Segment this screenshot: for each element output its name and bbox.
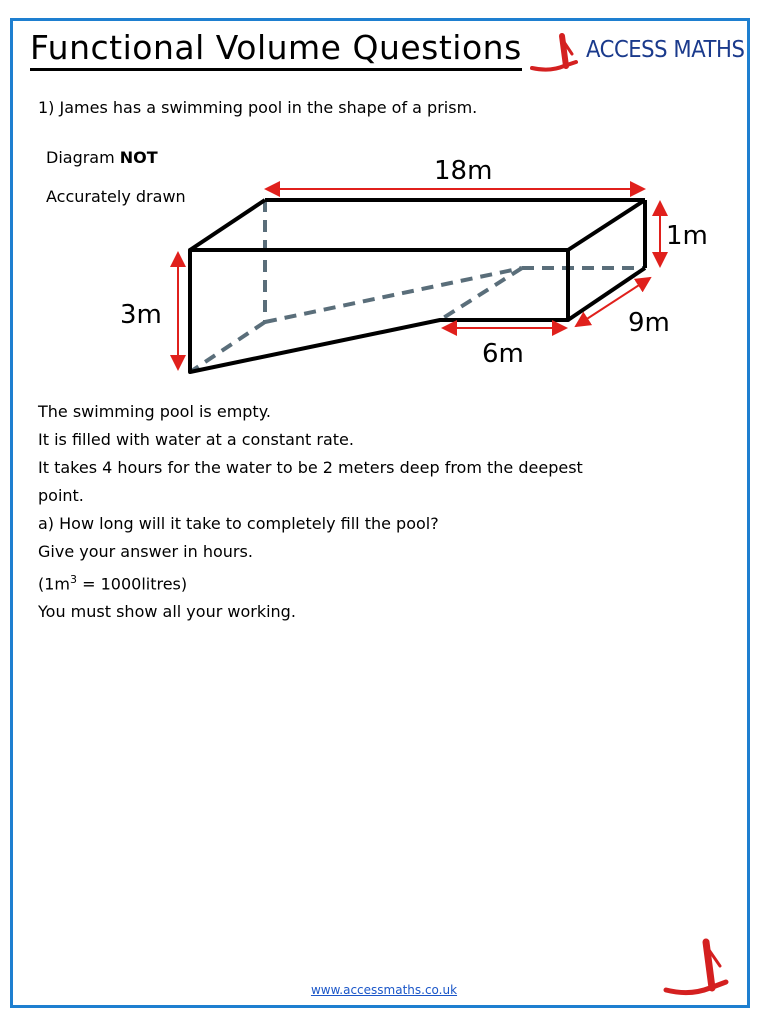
part-a-question: a) How long will it take to completely fill the pool?: [38, 514, 439, 533]
label-flat-section: 6m: [482, 339, 524, 369]
body-line: The swimming pool is empty.: [38, 402, 271, 421]
page-title: Functional Volume Questions: [30, 30, 522, 71]
pool-prism-diagram: [0, 0, 768, 400]
footer-link-container: [0, 983, 768, 997]
question-body: [38, 398, 728, 626]
diagram-note-prefix: Diagram: [46, 148, 120, 167]
diagram-note-line2: Accurately drawn: [46, 187, 186, 206]
label-deep-depth: 3m: [120, 300, 162, 330]
diagram-note-bold: NOT: [119, 148, 158, 167]
dimension-arrows: [178, 189, 660, 369]
body-line: point.: [38, 486, 84, 505]
label-length: 18m: [434, 156, 493, 186]
body-line: It takes 4 hours for the water to be 2 meters deep from the deepest: [38, 458, 583, 477]
question-intro: 1) James has a swimming pool in the shape of a prism.: [38, 98, 478, 117]
label-width: 9m: [628, 308, 670, 338]
prism-outline: [190, 200, 645, 372]
body-line: It is filled with water at a constant rate.: [38, 430, 354, 449]
working-instruction: You must show all your working.: [38, 602, 296, 622]
label-shallow-depth: 1m: [666, 221, 708, 251]
brand-name: ACCESS MATHS: [586, 37, 745, 63]
hidden-edges: [190, 200, 645, 372]
body-line: Give your answer in hours.: [38, 542, 253, 561]
website-link[interactable]: www.accessmaths.co.uk: [310, 983, 458, 997]
conversion-note: ($1m^3$ = 1000litres): [38, 573, 188, 594]
